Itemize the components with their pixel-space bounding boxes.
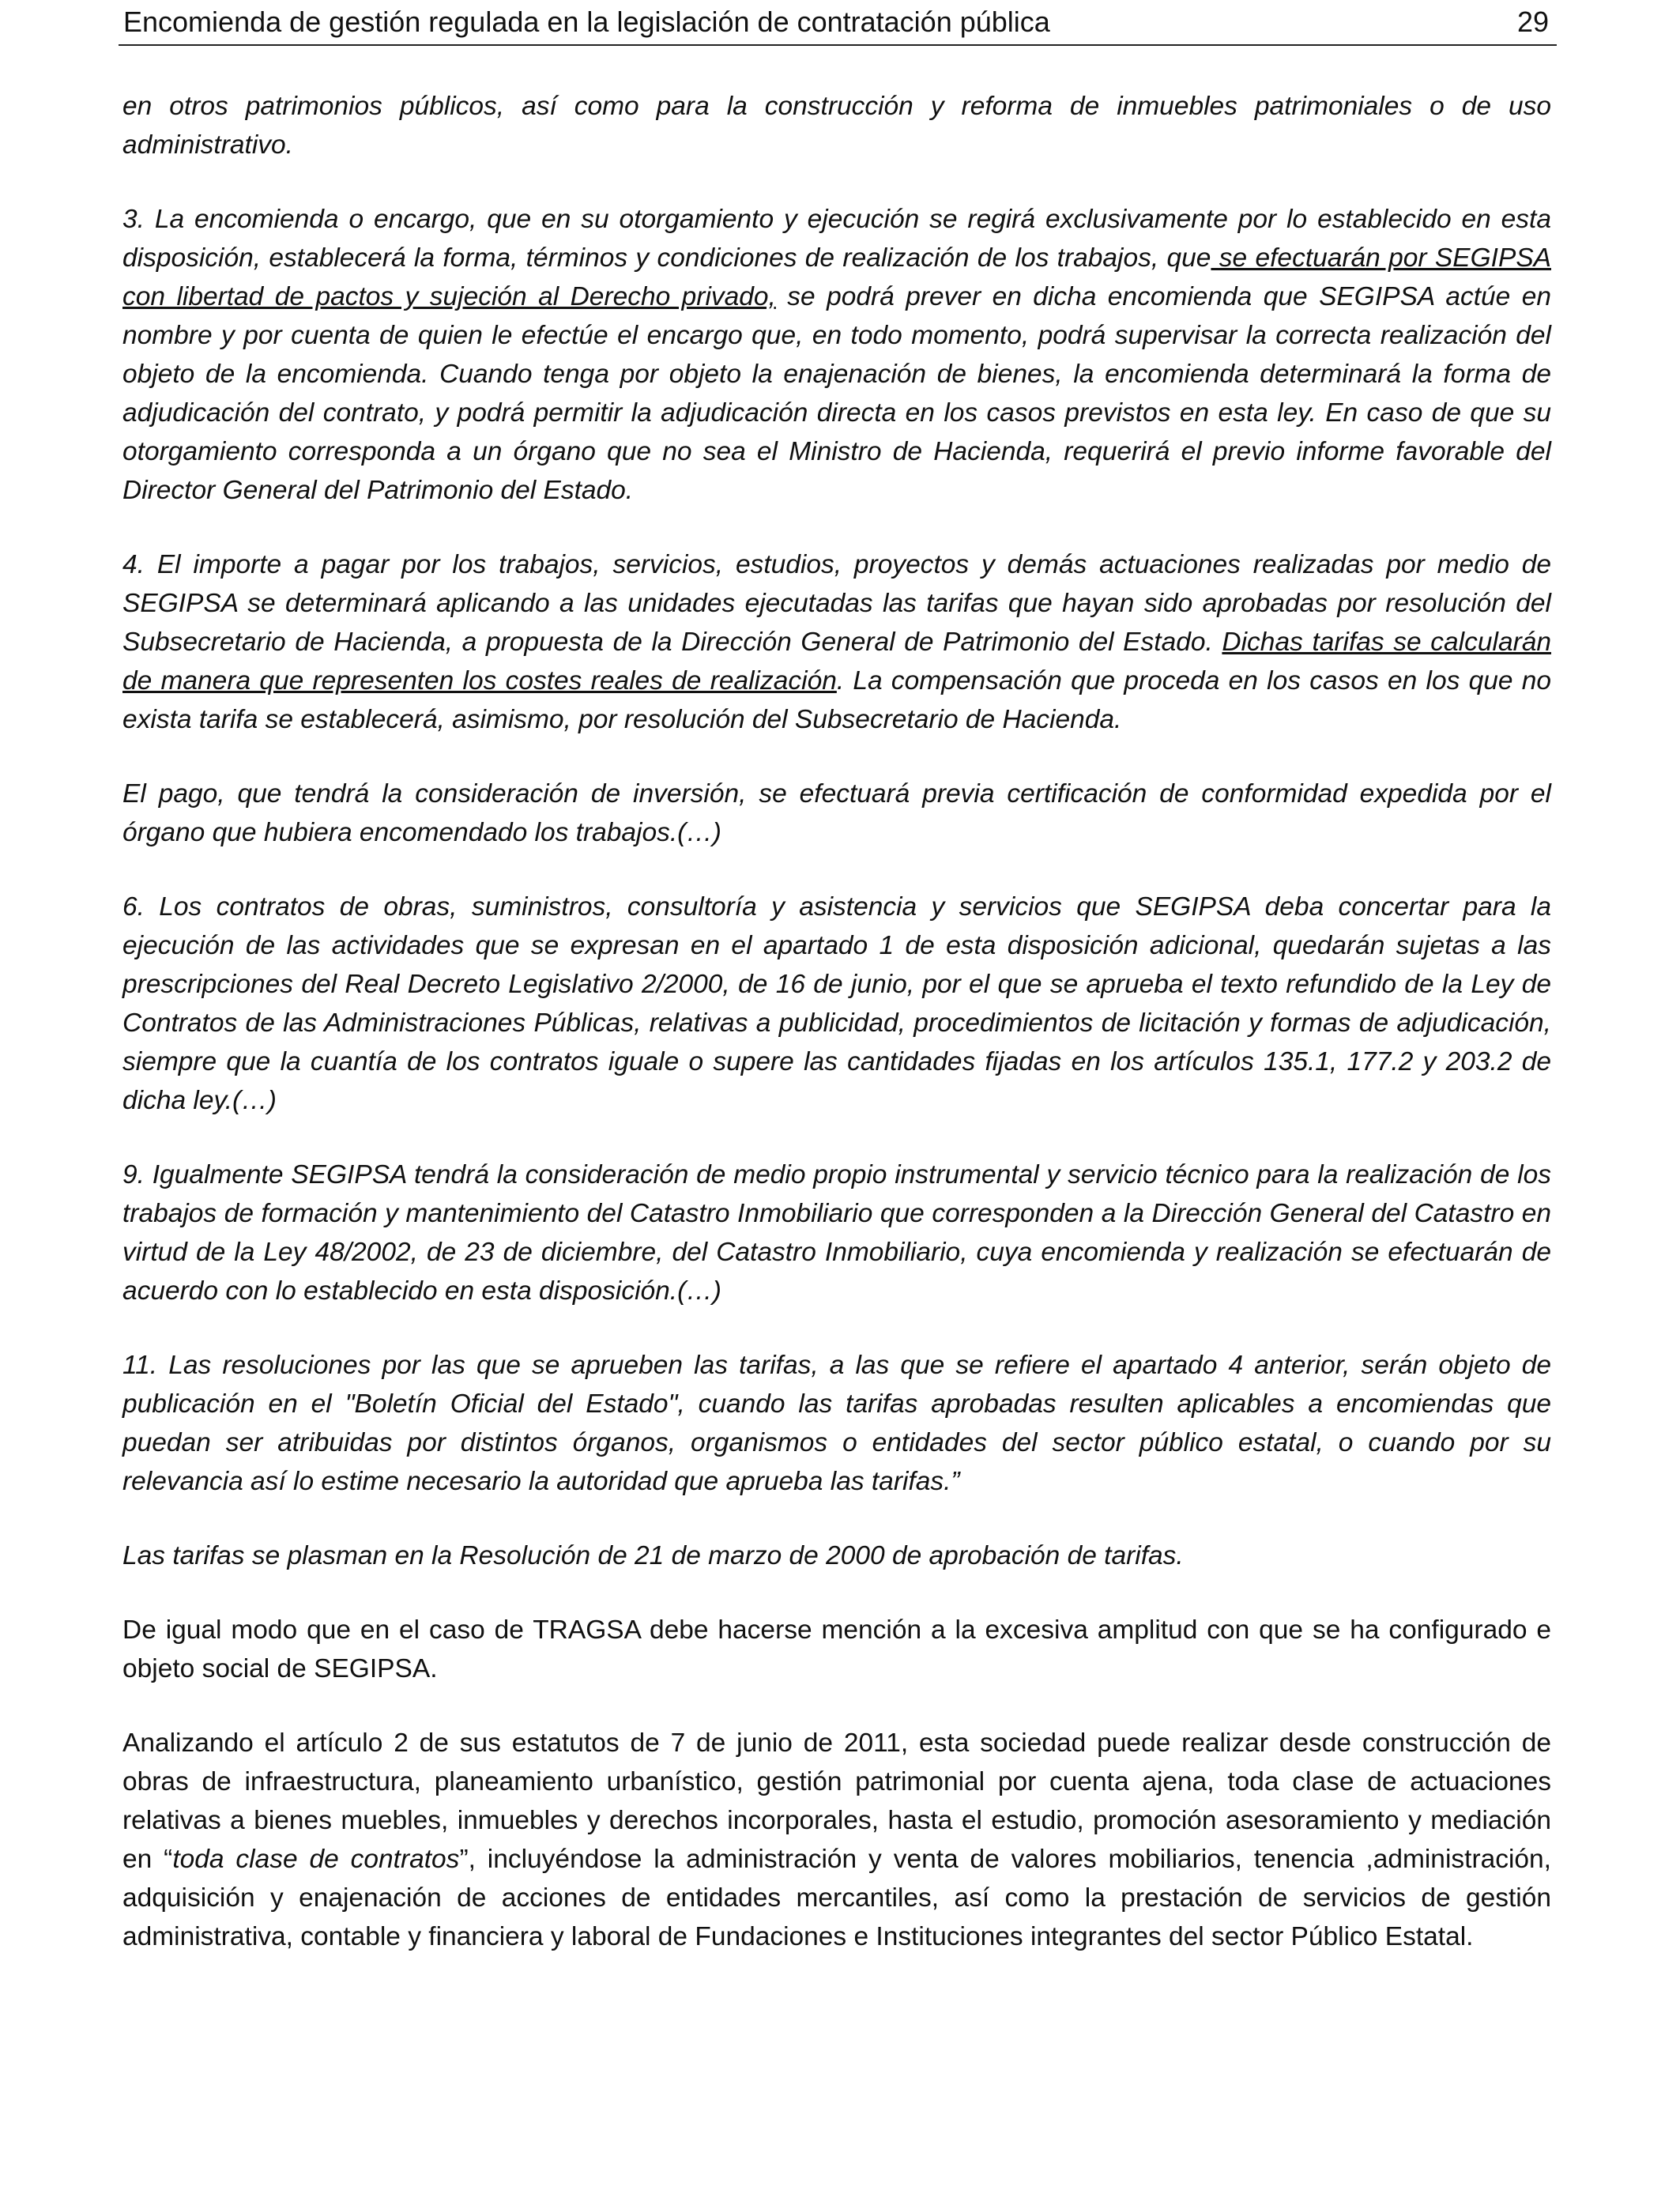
quote-paragraph-3 — [122, 200, 1551, 510]
analizando-text-end: ”, incluyéndose la administración y venta de valores mobiliarios, tenencia ,administración, adquisición y enajenación de acciones de entidades mercantiles, así como la prestación de servicios de gestión administrativa, contable y financiera y laboral de Fundaciones e Instituciones integrantes del sector Público Estatal. — [122, 1845, 1551, 1951]
paragraph-analizando — [122, 1724, 1551, 1956]
paragraph-tragsa: De igual modo que en el caso de TRAGSA debe hacerse mención a la excesiva amplitud con que se ha configurado e objeto social de SEGIPSA. — [122, 1615, 1551, 1683]
quote-paragraph-11: 11. Las resoluciones por las que se aprueben las tarifas, a las que se refiere el apartado 4 anterior, serán objeto de publicación en el "Boletín Oficial del Estado", cuando las tarifas aprobadas resulten aplicables a encomiendas que puedan ser atribuidas por distintos órganos, organismos o entidades del sector público estatal, o cuando por su relevancia así lo estime necesario la autoridad que aprueba las tarifas.” — [122, 1351, 1551, 1496]
paragraph-3-text-start: 3. La encomienda o encargo, que en su otorgamiento y ejecución se regirá exclusivamente por lo establecido en esta disposición, establecerá la forma, términos y condiciones de realización de los trabajos, que — [122, 205, 1551, 273]
quote-paragraph-pago: El pago, que tendrá la consideración de inversión, se efectuará previa certificación de conformidad expedida por el órgano que hubiera encomendado los trabajos.(…) — [122, 779, 1551, 847]
running-title: Encomienda de gestión regulada en la legislación de contratación pública — [123, 6, 1050, 38]
paragraph-4-text-start: 4. El importe a pagar por los trabajos, servicios, estudios, proyectos y demás actuaciones realizadas por medio de SEGIPSA se determinará aplicando a las unidades ejecutadas las tarifas que hayan sido aprobadas por resolución del Subsecretario de Hacienda, a propuesta de la Dirección General de Patrimonio del Estado. — [122, 550, 1551, 657]
document-body — [122, 87, 1551, 1992]
paragraph-3-underlined-text: se efectuarán por SEGIPSA con libertad de pactos y sujeción al Derecho privado, — [122, 243, 1552, 311]
analizando-text-start: Analizando el artículo 2 de sus estatutos de 7 de junio de 2011, esta sociedad puede realizar desde construcción de obras de infraestructura, planeamiento urbanístico, gestión patrimonial por cuenta ajena, toda clase de actuaciones relativas a bienes muebles, inmuebles y derechos incorporales, hasta el estudio, promoción asesoramiento y mediación en “ — [122, 1728, 1551, 1874]
quote-paragraph-6: 6. Los contratos de obras, suministros, consultoría y asistencia y servicios que SEGIPSA deba concertar para la ejecución de las actividades que se expresan en el apartado 1 de esta disposición adicional, quedarán sujetas a las prescripciones del Real Decreto Legislativo 2/2000, de 16 de junio, por el que se aprueba el texto refundido de la Ley de Contratos de las Administraciones Públicas, relativas a publicidad, procedimientos de licitación y formas de adjudicación, siempre que la cuantía de los contratos iguale o supere las cantidades fijadas en los artículos 135.1, 177.2 y 203.2 de dicha ley.(…) — [122, 892, 1551, 1115]
paragraph-4-underlined-text: Dichas tarifas se calcularán de manera que representen los costes reales de realización — [122, 628, 1552, 696]
quote-paragraph-4 — [122, 545, 1551, 739]
quote-paragraph-9: 9. Igualmente SEGIPSA tendrá la consideración de medio propio instrumental y servicio técnico para la realización de los trabajos de formación y mantenimiento del Catastro Inmobiliario que corresponden a la Dirección General del Catastro en virtud de la Ley 48/2002, de 23 de diciembre, del Catastro Inmobiliario, cuya encomienda y realización se efectuarán de acuerdo con lo establecido en esta disposición.(…) — [122, 1160, 1551, 1306]
quote-paragraph-tarifas: Las tarifas se plasman en la Resolución de 21 de marzo de 2000 de aprobación de tarifas. — [122, 1541, 1184, 1570]
paragraph-3-text-end: se podrá prever en dicha encomienda que SEGIPSA actúe en nombre y por cuenta de quien le efectúe el encargo que, en todo momento, podrá supervisar la correcta realización del objeto de la encomienda. Cuando tenga por objeto la enajenación de bienes, la encomienda determinará la forma de adjudicación del contrato, y podrá permitir la adjudicación directa en los casos previstos en esta ley. En caso de que su otorgamiento corresponda a un órgano que no sea el Ministro de Hacienda, requerirá el previo informe favorable del Director General del Patrimonio del Estado. — [122, 282, 1551, 505]
analizando-italic-text: toda clase de contratos — [172, 1845, 460, 1874]
page-header — [119, 0, 1557, 46]
page-number: 29 — [1516, 6, 1549, 38]
paragraph-4-text-end: . La compensación que proceda en los casos en los que no exista tarifa se establecerá, asimismo, por resolución del Subsecretario de Hacienda. — [122, 666, 1551, 734]
quote-paragraph-intro: en otros patrimonios públicos, así como para la construcción y reforma de inmuebles patrimoniales o de uso administrativo. — [122, 92, 1551, 160]
